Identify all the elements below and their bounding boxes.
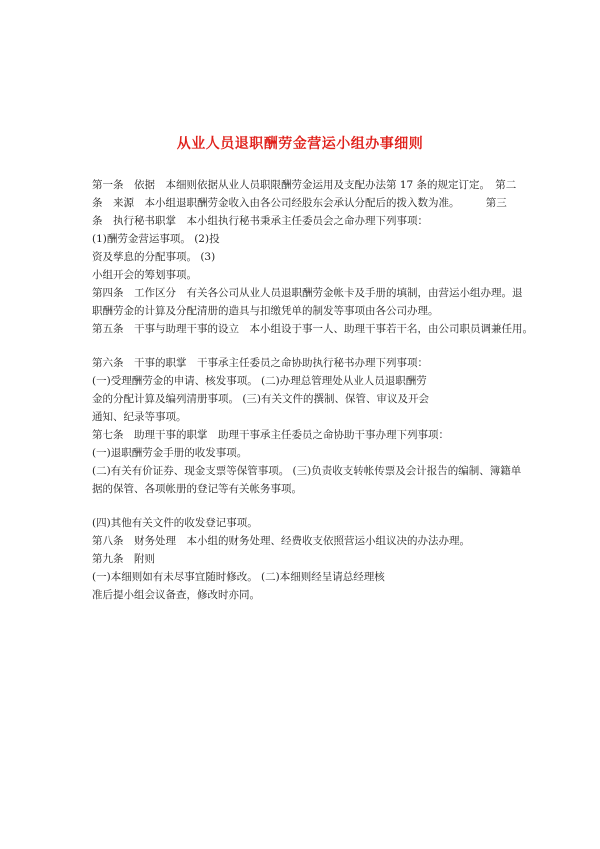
text-line: 条 来源 本小组退职酬劳金收入由各公司经股东会承认分配后的拨入数为准。 第三 [92,197,507,209]
text-line: (一)受理酬劳金的申请、核发事项。 (二)办理总管理处从业人员退职酬劳 [92,375,427,387]
text-line: 第一条 依据 本细则依据从业人员职限酬劳金运用及支配办法第 17 条的规定订定。 第二 [92,179,517,191]
text-line: 条 执行秘书职掌 本小组执行秘书秉承主任委员会之命办理下列事项： [92,215,428,227]
text-line: 第七条 助理干事的职掌 助理干事承主任委员之命协助干事办理下列事项： [92,429,449,441]
text-line: 金的分配计算及编列清册事项。 (三)有关文件的撰制、保管、审议及开会 [92,393,430,405]
text-line: (二)有关有价证券、现金支票等保管事项。 (三)负责收支转帐传票及会计报告的编制、簿籍单 [92,465,522,477]
text-line: 第九条 附则 [92,553,155,565]
text-line: 通知、纪录等事项。 [92,411,187,423]
document-title: 从业人员退职酬劳金营运小组办事细则 [176,136,424,152]
text-line: (一)退职酬劳金手册的收发事项。 [92,447,248,459]
text-line: (一)本细则如有未尽事宜随时修改。 (二)本细则经呈请总经理核 [92,571,385,583]
text-line: 准后提小组会议备查，修改时亦同。 [92,589,260,601]
text-line: 第六条 干事的职掌 干事承主任委员之命协助执行秘书办理下列事项： [92,357,428,369]
text-line: (四)其他有关文件的收发登记事项。 [92,517,258,529]
text-line: 第八条 财务处理 本小组的财务处理、经费收支依照营运小组议决的办法办理。 [92,535,470,547]
text-line: (1)酬劳金营运事项。 (2)投 [92,233,220,245]
text-line: 职酬劳金的计算及分配清册的造具与扣缴凭单的制发等事项由各公司办理。 [92,305,439,317]
text-line: 资及孳息的分配事项。 (3) [92,251,216,263]
text-line: 据的保管、各项帐册的登记等有关帐务事项。 [92,483,302,495]
text-line: 小组开会的筹划事项。 [92,269,197,281]
text-line: 第四条 工作区分 有关各公司从业人员退职酬劳金帐卡及手册的填制，由营运小组办理。退 [92,287,523,299]
text-line: 第五条 干事与助理干事的设立 本小组设于事一人、助理干事若干名，由公司职员调兼任用。 [92,323,533,335]
